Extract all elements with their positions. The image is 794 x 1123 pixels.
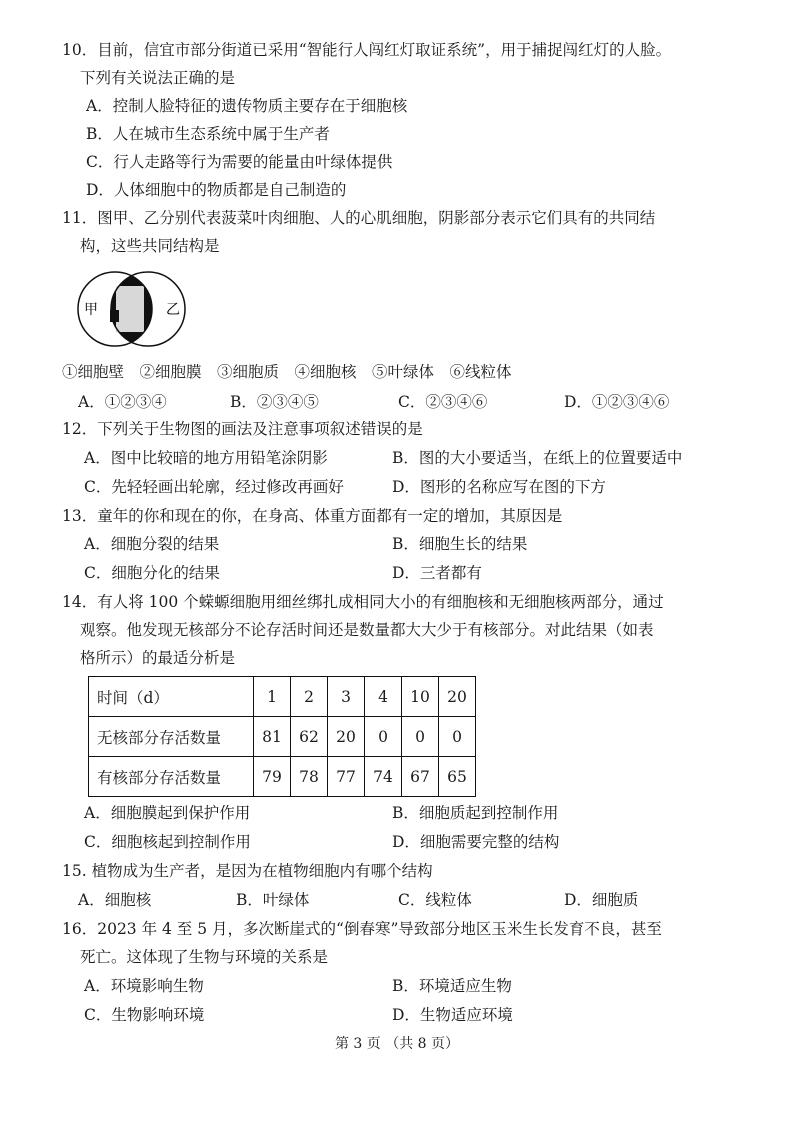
table-row (89, 757, 476, 797)
q10-stem-line1: 10．目前，信宜市部分街道已采用“智能行人闯红灯取证系统”，用于捕捉闯红灯的人脸。 (62, 41, 672, 59)
venn-label-right: 乙 (166, 302, 180, 318)
q14-stem-line3: 格所示）的最适分析是 (80, 649, 236, 667)
table-cell: 0 (439, 717, 476, 757)
q16-option-a: A．环境影响生物 (84, 977, 204, 995)
q15-stem: 15. 植物成为生产者，是因为在植物细胞内有哪个结构 (62, 862, 433, 880)
q14-option-c: C．细胞核起到控制作用 (84, 833, 251, 851)
venn-label-left: 甲 (84, 302, 98, 318)
table-cell: 67 (402, 757, 439, 797)
q12-option-b: B．图的大小要适当，在纸上的位置要适中 (392, 449, 683, 467)
q14-stem-line2: 观察。他发现无核部分不论存活时间还是数量都大大少于有核部分。对此结果（如表 (80, 621, 654, 639)
table-cell: 74 (365, 757, 402, 797)
table-cell: 10 (402, 677, 439, 717)
q13-stem: 13．童年的你和现在的你，在身高、体重方面都有一定的增加，其原因是 (62, 507, 563, 525)
q12-option-d: D．图形的名称应写在图的下方 (392, 478, 606, 496)
q15-option-a: A．细胞核 (78, 891, 152, 909)
q12-option-c: C．先轻轻画出轮廓，经过修改再画好 (84, 478, 344, 496)
q13-option-b: B．细胞生长的结果 (392, 535, 528, 553)
q14-stem-line1: 14．有人将 100 个蝾螈细胞用细丝绑扎成相同大小的有细胞核和无细胞核两部分，通过 (62, 593, 664, 611)
venn-overlap-texture (116, 286, 144, 332)
q11-option-b: B．②③④⑤ (230, 393, 319, 411)
table-cell: 0 (402, 717, 439, 757)
q13-option-c: C．细胞分化的结果 (84, 564, 220, 582)
table-cell: 20 (439, 677, 476, 717)
q10-option-c: C．行人走路等行为需要的能量由叶绿体提供 (86, 153, 393, 171)
q15-option-c: C．线粒体 (398, 891, 472, 909)
table-header-label: 时间（d） (89, 677, 254, 717)
venn-diagram (72, 266, 192, 352)
table-row-label: 无核部分存活数量 (89, 717, 254, 757)
q16-stem-line2: 死亡。这体现了生物与环境的关系是 (80, 948, 329, 966)
q10-stem-line2: 下列有关说法正确的是 (80, 69, 236, 87)
q11-option-a: A．①②③④ (78, 393, 167, 411)
table-cell: 62 (291, 717, 328, 757)
q10-option-d: D．人体细胞中的物质都是自己制造的 (86, 181, 347, 199)
table-cell: 0 (365, 717, 402, 757)
table-cell: 20 (328, 717, 365, 757)
q11-option-c: C．②③④⑥ (398, 393, 488, 411)
table-cell: 1 (254, 677, 291, 717)
table-cell: 79 (254, 757, 291, 797)
table-row-label: 有核部分存活数量 (89, 757, 254, 797)
q14-option-b: B．细胞质起到控制作用 (392, 804, 559, 822)
survival-table (88, 676, 476, 797)
q14-option-d: D．细胞需要完整的结构 (392, 833, 560, 851)
q12-stem: 12．下列关于生物图的画法及注意事项叙述错误的是 (62, 420, 423, 438)
q16-option-b: B．环境适应生物 (392, 977, 512, 995)
q11-stem-line1: 11．图甲、乙分别代表菠菜叶肉细胞、人的心肌细胞，阴影部分表示它们具有的共同结 (62, 209, 656, 227)
q15-option-d: D．细胞质 (564, 891, 639, 909)
q10-option-b: B．人在城市生态系统中属于生产者 (86, 125, 330, 143)
table-cell: 81 (254, 717, 291, 757)
table-cell: 4 (365, 677, 402, 717)
table-cell: 2 (291, 677, 328, 717)
q11-stem-line2: 构，这些共同结构是 (80, 237, 220, 255)
page-number-footer: 第 3 页 （共 8 页） (334, 1036, 460, 1052)
table-cell: 3 (328, 677, 365, 717)
q10-option-a: A．控制人脸特征的遗传物质主要存在于细胞核 (86, 97, 408, 115)
table-cell: 77 (328, 757, 365, 797)
q12-option-a: A．图中比较暗的地方用铅笔涂阴影 (84, 449, 328, 467)
q16-option-d: D．生物适应环境 (392, 1006, 513, 1024)
q15-option-b: B．叶绿体 (236, 891, 310, 909)
q13-option-a: A．细胞分裂的结果 (84, 535, 220, 553)
q11-items: ①细胞壁 ②细胞膜 ③细胞质 ④细胞核 ⑤叶绿体 ⑥线粒体 (62, 363, 512, 381)
table-cell: 78 (291, 757, 328, 797)
q13-option-d: D．三者都有 (392, 564, 482, 582)
table-cell: 65 (439, 757, 476, 797)
q16-stem-line1: 16．2023 年 4 至 5 月，多次断崖式的“倒春寒”导致部分地区玉米生长发育不良，甚至 (62, 920, 662, 938)
q14-option-a: A．细胞膜起到保护作用 (84, 804, 251, 822)
table-row (89, 717, 476, 757)
q11-option-d: D．①②③④⑥ (564, 393, 670, 411)
q16-option-c: C．生物影响环境 (84, 1006, 205, 1024)
table-row (89, 677, 476, 717)
